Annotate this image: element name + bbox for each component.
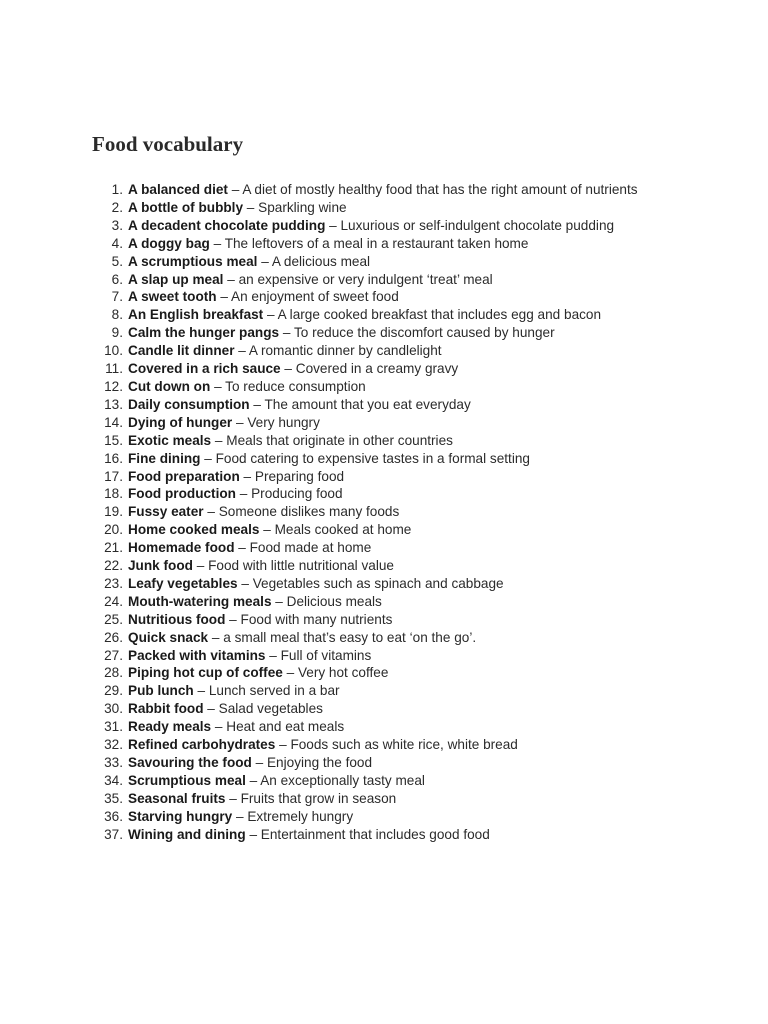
item-definition: A romantic dinner by candlelight [248,343,442,359]
item-definition: Someone dislikes many foods [218,504,400,520]
item-definition: Preparing food [254,468,345,484]
item-term: Scrumptious meal [128,772,246,788]
item-definition: Full of vitamins [280,647,372,663]
item-definition: Salad vegetables [218,701,323,717]
item-separator: – [227,182,243,197]
item-separator: – [282,665,298,681]
item-number: 13. [104,396,123,412]
item-number: 9. [111,325,123,341]
item-definition: A large cooked breakfast that includes egg and bacon [277,307,602,323]
list-item [0,808,768,826]
item-number: 15. [104,432,123,448]
item-definition: An exceptionally tasty meal [260,772,425,788]
item-number: 26. [104,629,123,645]
list-item [0,754,768,772]
list-item [0,288,768,306]
item-number: 28. [104,665,123,681]
item-definition: Food with many nutrients [240,611,393,627]
item-separator: – [200,450,216,466]
item-separator: – [243,199,259,215]
list-item [0,557,768,575]
list-item [0,378,768,396]
item-number: 22. [104,558,123,574]
item-separator: – [271,593,287,609]
list-item [0,306,768,324]
item-term: Homemade food [128,540,235,556]
item-number: 29. [104,683,123,699]
item-definition: A diet of mostly healthy food that has the right amount of nutrients [242,182,638,197]
item-definition: an expensive or very indulgent ‘treat’ meal [238,271,493,287]
item-number: 37. [104,826,123,842]
item-number: 10. [104,343,123,359]
item-number: 14. [104,414,123,430]
list-item [0,826,768,844]
item-definition: Extremely hungry [247,808,354,824]
item-term: Candle lit dinner [128,343,235,359]
item-term: Leafy vegetables [128,575,238,591]
item-term: Dying of hunger [128,414,233,430]
list-item [0,647,768,665]
item-term: Packed with vitamins [128,647,266,663]
page-title: Food vocabulary [92,132,244,156]
item-definition: Very hungry [247,414,320,430]
item-separator: – [249,396,265,412]
item-separator: – [225,611,241,627]
item-separator: – [223,271,239,287]
item-number: 33. [104,755,123,770]
item-definition: A delicious meal [271,253,371,269]
list-item [0,360,768,378]
list-item [0,790,768,808]
list-item [0,593,768,611]
item-term: Food preparation [128,468,240,484]
list-item [0,217,768,235]
item-separator: – [280,361,296,377]
item-term: Quick snack [128,629,209,645]
item-number: 17. [104,468,123,484]
item-term: Food production [128,486,236,502]
item-definition: Heat and eat meals [226,719,345,735]
list-item [0,629,768,647]
list-item [0,450,768,468]
item-term: Savouring the food [128,755,252,770]
item-separator: – [259,522,275,538]
item-term: A balanced diet [128,182,228,197]
item-definition: Very hot coffee [297,665,389,681]
item-separator: – [232,414,248,430]
item-separator: – [234,343,249,359]
item-definition: Covered in a creamy gravy [295,361,459,377]
item-separator: – [203,504,219,520]
list-item [0,664,768,682]
item-separator: – [211,432,227,448]
item-separator: – [210,378,226,394]
item-definition: Lunch served in a bar [208,683,340,699]
item-separator: – [208,629,224,645]
item-definition: Vegetables such as spinach and cabbage [252,575,504,591]
item-definition: Foods such as white rice, white bread [290,737,518,753]
item-term: A slap up meal [128,271,224,287]
item-number: 7. [111,289,123,305]
list-item [0,414,768,432]
item-separator: – [225,790,241,806]
list-item [0,772,768,790]
item-number: 27. [104,647,123,663]
item-term: Piping hot cup of coffee [128,665,283,681]
item-number: 12. [104,378,123,394]
item-number: 30. [104,701,123,717]
item-separator: – [192,558,209,574]
list-item [0,611,768,629]
item-definition: Fruits that grow in season [240,790,397,806]
item-number: 23. [104,575,123,591]
item-term: Cut down on [128,378,211,394]
item-definition: Enjoying the food [266,755,373,770]
item-separator: – [193,683,209,699]
list-item [0,700,768,718]
item-term: A doggy bag [128,235,210,251]
list-item [0,342,768,360]
item-term: Fussy eater [128,504,204,520]
item-separator: – [237,575,253,591]
item-number: 34. [104,772,123,788]
item-number: 1. [111,182,123,197]
item-number: 24. [104,593,123,609]
item-term: Mouth-watering meals [128,593,272,609]
list-item [0,539,768,557]
item-number: 5. [111,253,123,269]
item-separator: – [234,540,250,556]
item-term: Covered in a rich sauce [128,361,281,377]
item-definition: The amount that you eat everyday [264,396,471,412]
item-number: 16. [104,450,123,466]
item-term: An English breakfast [128,307,264,323]
item-term: Exotic meals [128,432,212,448]
item-separator: – [325,217,341,233]
list-item [0,503,768,521]
item-definition: Delicious meals [286,593,382,609]
item-term: Wining and dining [128,826,246,842]
item-term: A sweet tooth [128,289,217,305]
list-item [0,235,768,253]
item-number: 3. [111,217,123,233]
item-number: 19. [104,504,123,520]
item-separator: – [203,701,219,717]
item-number: 8. [111,307,123,323]
item-definition: An enjoyment of sweet food [231,289,399,305]
item-definition: To reduce consumption [225,378,366,394]
list-item [0,682,768,700]
item-term: Home cooked meals [128,522,260,538]
item-separator: – [245,772,261,788]
item-separator: – [216,289,231,305]
item-number: 18. [104,486,123,502]
item-term: Calm the hunger pangs [128,325,280,341]
item-term: Rabbit food [128,701,204,717]
item-separator: – [239,468,255,484]
vocabulary-list [0,181,768,844]
item-separator: – [263,307,278,323]
list-item [0,575,768,593]
item-definition: To reduce the discomfort caused by hunger [293,325,555,341]
list-item [0,432,768,450]
item-term: Pub lunch [128,683,194,699]
item-definition: a small meal that’s easy to eat ‘on the go’. [223,629,477,645]
item-definition: Food made at home [249,540,372,556]
item-separator: – [257,253,272,269]
item-term: Starving hungry [128,808,233,824]
item-separator: – [275,737,291,753]
item-separator: – [279,325,294,341]
item-separator: – [251,755,267,770]
item-number: 31. [104,719,123,735]
item-number: 36. [104,808,123,824]
item-definition: Entertainment that includes good food [260,826,490,842]
list-item [0,199,768,217]
item-separator: – [235,486,252,502]
item-term: Refined carbohydrates [128,737,276,753]
item-definition: Meals that originate in other countries [226,432,453,448]
list-item [0,718,768,736]
item-definition: The leftovers of a meal in a restaurant taken home [224,235,529,251]
item-number: 11. [105,361,123,377]
item-term: A scrumptious meal [128,253,258,269]
list-item [0,253,768,271]
list-item [0,271,768,289]
item-definition: Producing food [251,486,343,502]
item-term: Nutritious food [128,611,226,627]
item-definition: Food with little nutritional value [208,558,394,574]
item-separator: – [245,826,261,842]
list-item [0,396,768,414]
item-term: Daily consumption [128,396,250,412]
item-number: 32. [104,737,123,753]
list-item [0,736,768,754]
item-number: 35. [104,790,123,806]
list-item [0,521,768,539]
item-separator: – [209,235,225,251]
item-term: Seasonal fruits [128,790,226,806]
list-item [0,324,768,342]
item-number: 6. [111,271,123,287]
item-number: 21. [104,540,123,556]
item-number: 4. [111,235,123,251]
list-item [0,468,768,486]
item-separator: – [265,647,281,663]
item-number: 25. [104,611,123,627]
item-definition: Sparkling wine [258,199,347,215]
item-term: Junk food [128,558,193,574]
item-term: Fine dining [128,450,201,466]
item-term: Ready meals [128,719,212,735]
item-number: 20. [104,522,123,538]
item-separator: – [211,719,227,735]
item-definition: Meals cooked at home [274,522,412,538]
list-item [0,181,768,199]
item-term: A decadent chocolate pudding [128,217,326,233]
item-number: 2. [111,199,123,215]
item-term: A bottle of bubbly [128,199,244,215]
item-separator: – [232,808,248,824]
item-definition: Luxurious or self-indulgent chocolate pudding [340,217,615,233]
item-definition: Food catering to expensive tastes in a formal setting [215,450,530,466]
list-item [0,485,768,503]
